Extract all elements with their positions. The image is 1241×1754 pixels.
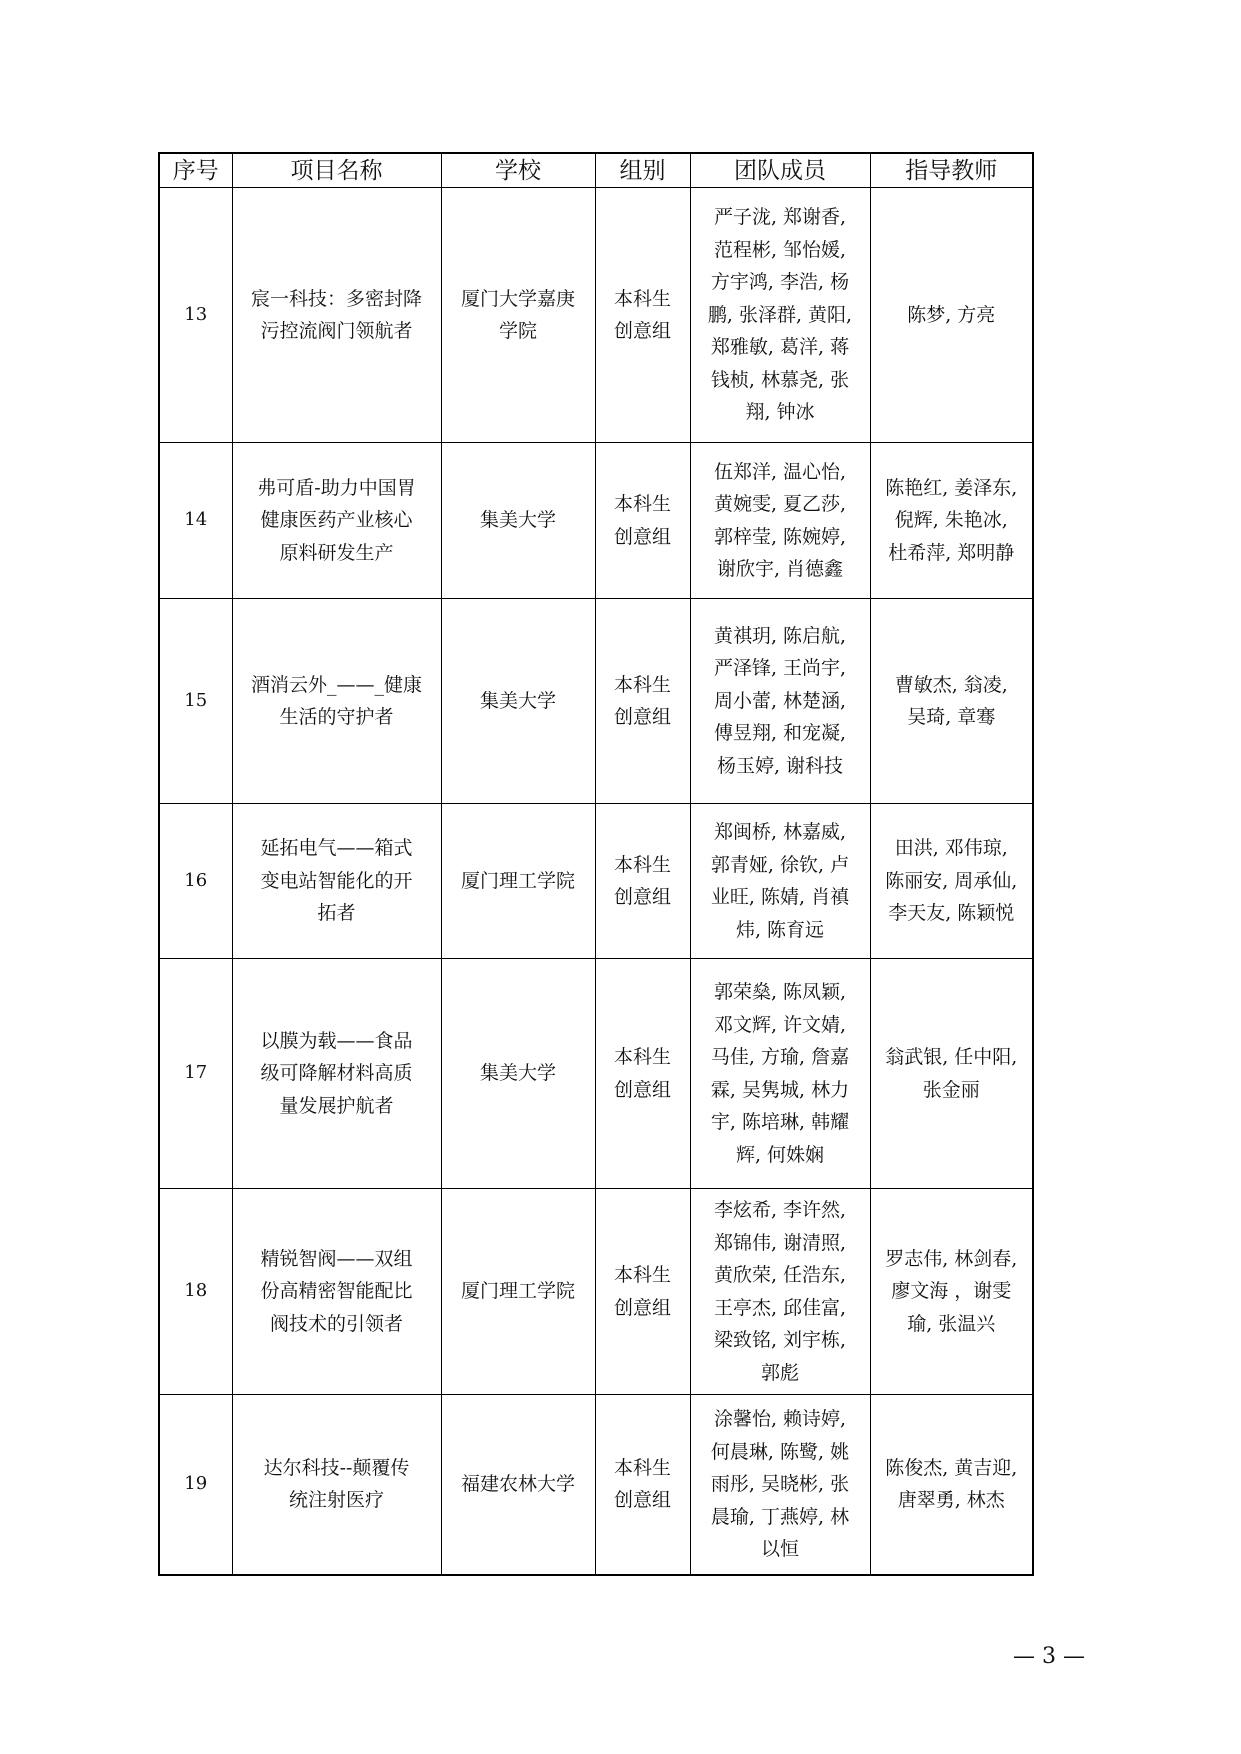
cell-line: 生活的守护者 [279,706,394,728]
cell-project-name [232,1395,441,1575]
cell-line: 杨玉婷, 谢科技 [716,754,844,777]
cell-line: 王亭杰, 邱佳富, [713,1296,847,1319]
cell-group [595,188,690,443]
cell-line: 厦门大学嘉庚 [460,287,575,310]
cell-advisors [870,188,1033,443]
cell-line: 黄欣荣, 任浩东, [713,1264,847,1286]
cell-line: 本科生 [613,287,671,310]
header-row [159,153,1033,188]
cell-line: 杜希萍, 郑明静 [888,541,1015,564]
cell-line: 本科生 [613,1046,671,1068]
cell-group [595,959,690,1189]
cell-line: 以恒 [760,1538,799,1560]
cell-line: 曹敏杰, 翁凌, [894,673,1008,696]
cell-line: 严泽锋, 王尚宇, [713,657,847,680]
cell-line: 延拓电气——箱式 [260,837,413,860]
cell-line: 级可降解材料高质 [260,1062,413,1085]
cell-line: 集美大学 [479,1062,556,1085]
header-school: 学校 [441,153,595,188]
cell-project-name [232,443,441,599]
cell-team-members [690,959,870,1189]
cell-line: 霖, 吴隽城, 林力 [710,1078,850,1101]
cell-line: 弗可盾-助力中国胃 [257,476,416,499]
cell-line: 厦门理工学院 [460,869,575,892]
cell-line: 酒消云外_——_健康 [250,673,422,696]
project-table [158,152,1034,1576]
table-row [159,1395,1033,1575]
cell-line: 廖文海 ，谢雯 [891,1280,1012,1303]
cell-line: 创意组 [613,1078,671,1101]
cell-advisors [870,1395,1033,1575]
cell-group [595,1395,690,1575]
cell-line: 梁致铭, 刘宇栋, [713,1329,847,1351]
cell-line: 宇, 陈培琳, 韩耀 [710,1111,850,1133]
cell-line: 阀技术的引领者 [269,1312,403,1335]
cell-line: 黄婉雯, 夏乙莎, [713,493,847,515]
cell-line: 陈丽安, 周承仙, [885,869,1018,892]
cell-advisors [870,959,1033,1189]
cell-line: 晨瑜, 丁燕婷, 林 [710,1505,850,1528]
cell-line: 谢欣宇, 肖德鑫 [716,558,844,580]
cell-group [595,443,690,599]
cell-school [441,188,595,443]
cell-team-members [690,188,870,443]
cell-group [595,599,690,804]
header-group: 组别 [595,153,690,188]
cell-line: 拓者 [317,902,356,925]
header-advisors: 指导教师 [870,153,1033,188]
cell-line: 郭荣燊, 陈凤颖, [713,981,847,1003]
cell-seq: 19 [159,1395,232,1575]
cell-line: 郭彪 [760,1361,799,1384]
cell-line: 郑闽桥, 林嘉威, [713,821,847,843]
cell-line: 宸一科技：多密封降 [250,287,422,310]
cell-line: 辉, 何姝娴 [735,1143,825,1166]
cell-line: 张金丽 [922,1078,980,1101]
cell-line: 黄祺玥, 陈启航, [713,624,847,647]
cell-project-name [232,599,441,804]
cell-line: 郭梓莹, 陈婉婷, [713,525,847,548]
cell-line: 郑雅敏, 葛洋, 蒋 [710,336,850,359]
cell-team-members [690,599,870,804]
cell-team-members [690,1395,870,1575]
cell-line: 集美大学 [479,689,556,712]
table-row [159,443,1033,599]
cell-line: 郑锦伟, 谢清照, [713,1231,847,1254]
cell-line: 量发展护航者 [279,1094,394,1117]
cell-line: 李天友, 陈颖悦 [888,902,1015,925]
cell-line: 炜, 陈育远 [735,918,825,941]
cell-line: 创意组 [613,320,671,342]
cell-line: 创意组 [613,886,671,908]
cell-line: 邓文辉, 许文婧, [713,1013,847,1036]
cell-seq: 16 [159,804,232,959]
cell-line: 业旺, 陈婧, 肖禛 [710,886,850,908]
header-seq: 序号 [159,153,232,188]
cell-line: 翔, 钟冰 [745,401,815,424]
cell-line: 本科生 [613,493,671,515]
table-row [159,804,1033,959]
header-project-name: 项目名称 [232,153,441,188]
cell-line: 罗志伟, 林剑春, [885,1247,1018,1270]
cell-seq: 14 [159,443,232,599]
cell-line: 严子泷, 郑谢香, [713,206,847,229]
cell-line: 统注射医疗 [288,1489,384,1512]
cell-school [441,1395,595,1575]
cell-seq: 15 [159,599,232,804]
cell-line: 李炫希, 李许然, [713,1199,847,1221]
cell-line: 唐翠勇, 林杰 [897,1489,1005,1512]
cell-line: 陈艳红, 姜泽东, [885,476,1018,499]
cell-line: 集美大学 [479,509,556,532]
cell-line: 雨彤, 吴晓彬, 张 [710,1473,850,1495]
cell-advisors [870,1189,1033,1395]
cell-advisors [870,599,1033,804]
cell-line: 原料研发生产 [279,541,394,564]
cell-advisors [870,443,1033,599]
cell-line: 健康医药产业核心 [260,509,413,532]
cell-project-name [232,188,441,443]
cell-line: 达尔科技--颠覆传 [263,1456,410,1479]
cell-line: 创意组 [613,1296,671,1319]
cell-team-members [690,443,870,599]
cell-line: 周小蕾, 林楚涵, [713,689,847,712]
cell-school [441,959,595,1189]
cell-line: 创意组 [613,706,671,728]
cell-school [441,804,595,959]
cell-line: 份高精密智能配比 [260,1280,413,1303]
cell-line: 傅昱翔, 和宠凝, [713,722,847,745]
cell-line: 本科生 [613,853,671,876]
cell-line: 钱桢, 林慕尧, 张 [710,368,850,391]
cell-project-name [232,804,441,959]
table-header [159,153,1033,188]
cell-line: 陈梦, 方亮 [907,303,996,326]
table-row [159,959,1033,1189]
cell-line: 创意组 [613,525,671,548]
cell-seq: 13 [159,188,232,443]
cell-line: 以膜为载——食品 [260,1029,413,1052]
cell-line: 创意组 [613,1489,671,1512]
cell-group [595,804,690,959]
cell-seq: 17 [159,959,232,1189]
cell-project-name [232,1189,441,1395]
table-body [159,188,1033,1575]
cell-line: 陈俊杰, 黄吉迎, [885,1456,1018,1479]
cell-line: 学院 [498,320,537,342]
cell-line: 田洪, 邓伟琼, [894,837,1008,860]
cell-project-name [232,959,441,1189]
cell-line: 本科生 [613,1264,671,1286]
cell-line: 精锐智阀——双组 [260,1247,413,1270]
cell-team-members [690,1189,870,1395]
header-team-members: 团队成员 [690,153,870,188]
cell-line: 瑜, 张温兴 [907,1312,996,1335]
table-row [159,188,1033,443]
cell-school [441,443,595,599]
cell-line: 范程彬, 邹怡媛, [713,238,847,261]
cell-line: 变电站智能化的开 [260,869,413,892]
cell-line: 本科生 [613,673,671,696]
cell-line: 本科生 [613,1456,671,1479]
cell-line: 翁武银, 任中阳, [885,1046,1018,1068]
cell-advisors [870,804,1033,959]
cell-school [441,599,595,804]
cell-line: 方宇鸿, 李浩, 杨 [710,271,850,294]
cell-line: 伍郑洋, 温心怡, [713,460,847,483]
cell-line: 涂馨怡, 赖诗婷, [713,1408,847,1430]
page-number: — 3 — [1013,1644,1085,1669]
table-row [159,1189,1033,1395]
cell-school [441,1189,595,1395]
cell-line: 马佳, 方瑜, 詹嘉 [710,1046,850,1068]
cell-line: 福建农林大学 [460,1473,575,1495]
cell-line: 倪辉, 朱艳冰, [894,509,1008,532]
cell-seq: 18 [159,1189,232,1395]
cell-line: 厦门理工学院 [460,1280,575,1303]
cell-line: 吴琦, 章骞 [907,706,996,728]
cell-group [595,1189,690,1395]
table-row [159,599,1033,804]
cell-line: 鹏, 张泽群, 黄阳, [707,303,853,326]
cell-line: 何晨琳, 陈鹭, 姚 [710,1440,850,1463]
cell-team-members [690,804,870,959]
cell-line: 郭青娅, 徐钦, 卢 [710,853,850,876]
cell-line: 污控流阀门领航者 [260,320,413,342]
